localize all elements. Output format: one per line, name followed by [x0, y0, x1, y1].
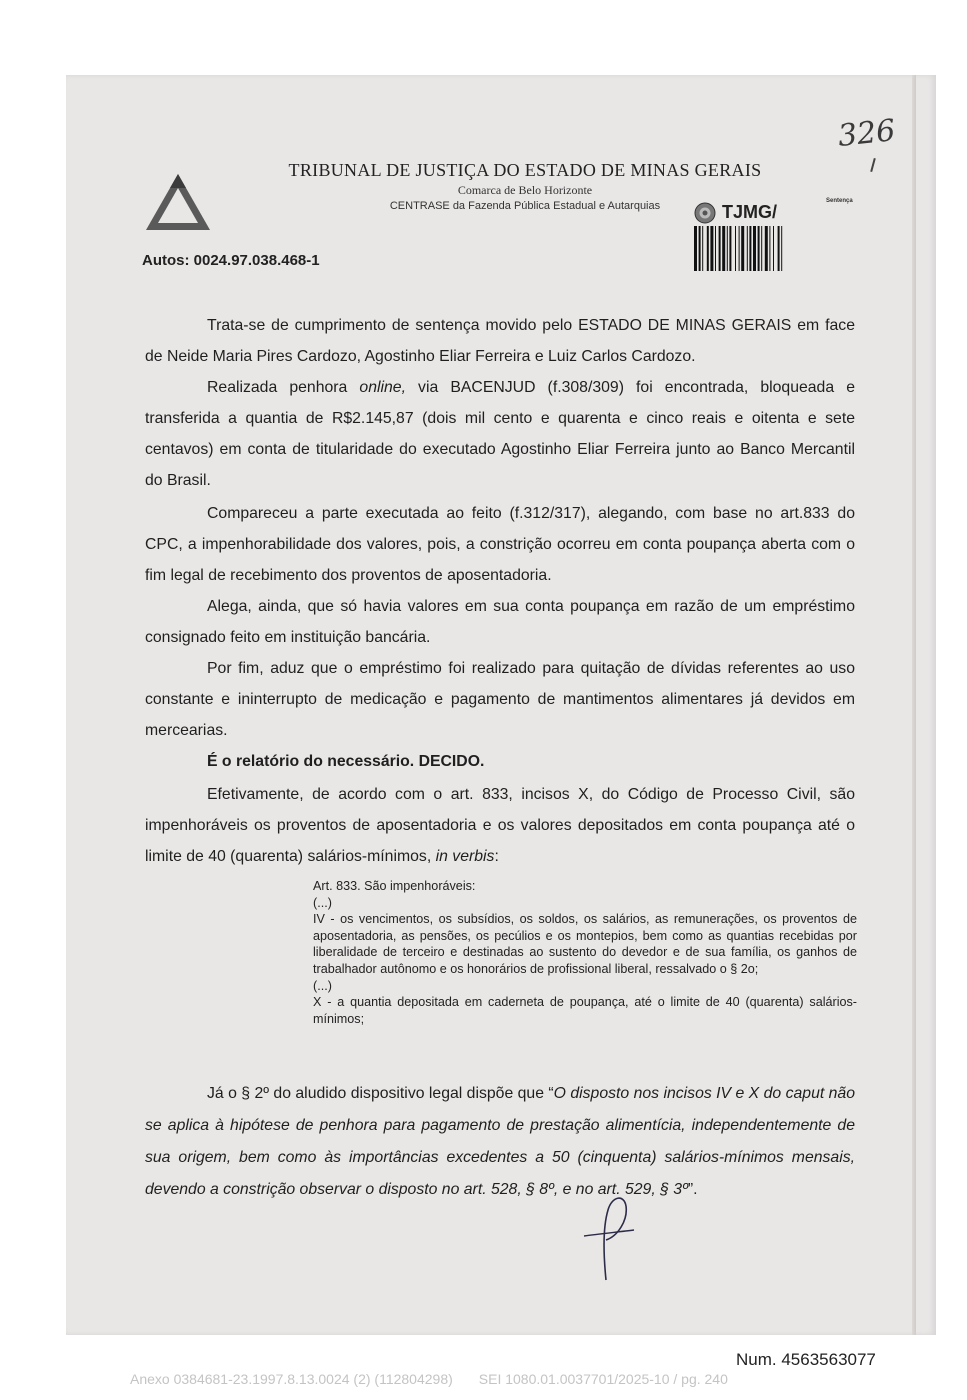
paragraph-8: Já o § 2º do aludido dispositivo legal dispõe que “O disposto nos incisos IV e X do caput não se aplica à hipótese de penhora para pagamento de prestação alimentícia, independentemente de sua origem, bem como às importâncias excedentes a 50 (cinquenta) salários-mínimos mensais, devendo a constrição observar o disposto no art. 528, § 8º, e no art. 529, § 3º”.: [145, 1085, 856, 1198]
tjmg-label: TJMG/: [722, 202, 778, 222]
paragraph-4: Alega, ainda, que só havia valores em sua conta poupança em razão de um empréstimo consignado feito em instituição bancária.: [145, 598, 855, 646]
handwritten-page-number: 326: [836, 113, 897, 154]
quote-line: X - a quantia depositada em caderneta de poupança, até o limite de 40 (quarenta) salários-mínimos;: [313, 995, 857, 1026]
document-type-tag: Sentença: [826, 198, 853, 204]
quote-line: IV - os vencimentos, os subsídios, os soldos, os salários, as remunerações, os proventos de aposentadoria, as pensões, os pecúlios e os montepios, bem como as quantias recebidas por liberalidade de terceiro e destinadas ao sustento do devedor e de sua família, os ganhos de trabalhador autônomo e os honorários de profissional liberal, ressalvado o § 2o;: [313, 912, 857, 976]
paragraph-3: Compareceu a parte executada ao feito (f.312/317), alegando, com base no art.833 do CPC, a impenhorabilidade dos valores, pois, a constrição ocorreu em conta poupança aberta com o fim legal de recebimento dos proventos de aposentadoria.: [145, 505, 855, 584]
legal-quotation: [313, 878, 857, 1027]
quote-line: (...): [313, 895, 332, 910]
footer-reference: [130, 1371, 850, 1387]
centrase-label: CENTRASE da Fazenda Pública Estadual e Autarquias: [389, 200, 661, 212]
barcode-icon: [693, 226, 851, 271]
page-edge: [912, 75, 916, 1335]
court-name: TRIBUNAL DE JUSTIÇA DO ESTADO DE MINAS GERAIS: [288, 160, 762, 180]
comarca-label: Comarca de Belo Horizonte: [457, 183, 593, 197]
paragraph-7: Efetivamente, de acordo com o art. 833, incisos X, do Código de Processo Civil, são impenhoráveis os proventos de aposentadoria e os valores depositados em conta poupança até o limite de 40 (quarenta) salários-mínimos, in verbis:: [145, 786, 855, 865]
quote-line: Art. 833. São impenhoráveis:: [313, 879, 476, 893]
signature-icon: [578, 1190, 648, 1290]
paragraph-5: Por fim, aduz que o empréstimo foi realizado para quitação de dívidas referentes ao uso constante e ininterrupto de medicação e pagamento de mantimentos alimentares já devidos em mercearias.: [145, 660, 855, 739]
sei-reference: SEI 1080.01.0037701/2025-10 / pg. 240: [478, 1371, 728, 1387]
paragraph-2: Realizada penhora online, via BACENJUD (f.308/309) foi encontrada, bloqueada e transferida a quantia de R$2.145,87 (dois mil cento e quarenta e cinco reais e oitenta e sete centavos) em conta de titularidade do executado Agostinho Eliar Ferreira junto ao Banco Mercantil do Brasil.: [145, 379, 855, 489]
paragraph-1: Trata-se de cumprimento de sentença movido pelo ESTADO DE MINAS GERAIS em face de Neide Maria Pires Cardozo, Agostinho Eliar Ferreira e Luiz Carlos Cardozo.: [145, 317, 855, 365]
document-number: Num. 4563563077: [736, 1350, 876, 1369]
annex-reference: Anexo 0384681-23.1997.8.13.0024 (2) (112804298): [130, 1371, 453, 1387]
paragraph-decision-heading: É o relatório do necessário. DECIDO.: [207, 753, 485, 770]
tjmg-seal-icon: [694, 202, 716, 224]
case-number: Autos: 0024.97.038.468-1: [142, 252, 320, 269]
quote-line: (...): [313, 978, 332, 993]
